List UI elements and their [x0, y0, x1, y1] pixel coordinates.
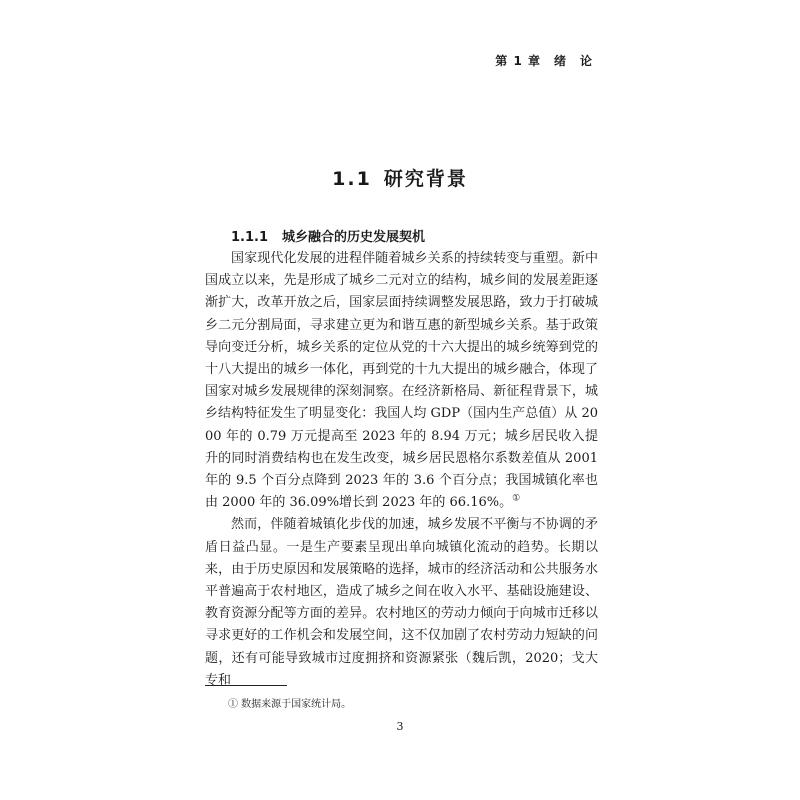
paragraph-1	[205, 248, 598, 514]
section-number: 1.1	[332, 168, 372, 190]
footnote-reference[interactable]: ①	[512, 493, 521, 504]
body-text	[205, 248, 598, 692]
paragraph-2-text: 然而，伴随着城镇化步伐的加速，城乡发展不平衡与不协调的矛盾日益凸显。一是生产要素呈现出单向城镇化流动的趋势。长期以来，由于历史原因和发展策略的选择，城市的经济活动和公共服务水平普遍高于农村地区，造成了城乡之间在收入水平、基础设施建设、教育资源分配等方面的差异。农村地区的劳动力倾向于向城市迁移以寻求更好的工作机会和发展空间，这不仅加剧了农村劳动力短缺的问题，还有可能导致城市过度拥挤和资源紧张（魏后凯，2020；戈大专和	[205, 517, 598, 688]
footnote-divider	[205, 685, 287, 686]
section-heading	[0, 164, 800, 191]
section-title-text: 研究背景	[383, 168, 468, 190]
subsection-title-text: 城乡融合的历史发展契机	[282, 230, 426, 245]
subsection-heading	[231, 226, 425, 245]
paragraph-1-text: 国家现代化发展的进程伴随着城乡关系的持续转变与重塑。新中国成立以来，先是形成了城乡二元对立的结构，城乡间的发展差距逐渐扩大，改革开放之后，国家层面持续调整发展思路，致力于打破城乡二元分割局面，寻求建立更为和谐互惠的新型城乡关系。基于政策导向变迁分析，城乡关系的定位从党的十六大提出的城乡统筹到党的十八大提出的城乡一体化，再到党的十九大提出的城乡融合，体现了国家对城乡发展规律的深刻洞察。在经济新格局、新征程背景下，城乡结构特征发生了明显变化：我国人均 GDP（国内生产总值）从 2000 年的 0.79 万元提高至 2023 年的 8.94 万元；城乡居民收入提升的同时消费结构也在发生改变，城乡居民恩格尔系数差值从 2001 年的 9.5 个百分点降到 2023 年的 3.6 个百分点；我国城镇化率也由 2000 年的 36.09%增长到 2023 年的 66.16%。	[205, 251, 598, 511]
subsection-number: 1.1.1	[231, 230, 269, 245]
paragraph-2	[205, 514, 598, 692]
footnote: ① 数据来源于国家统计局。	[228, 699, 352, 710]
page-number: 3	[396, 720, 404, 733]
running-head: 第 1 章 绪 论	[495, 54, 593, 68]
